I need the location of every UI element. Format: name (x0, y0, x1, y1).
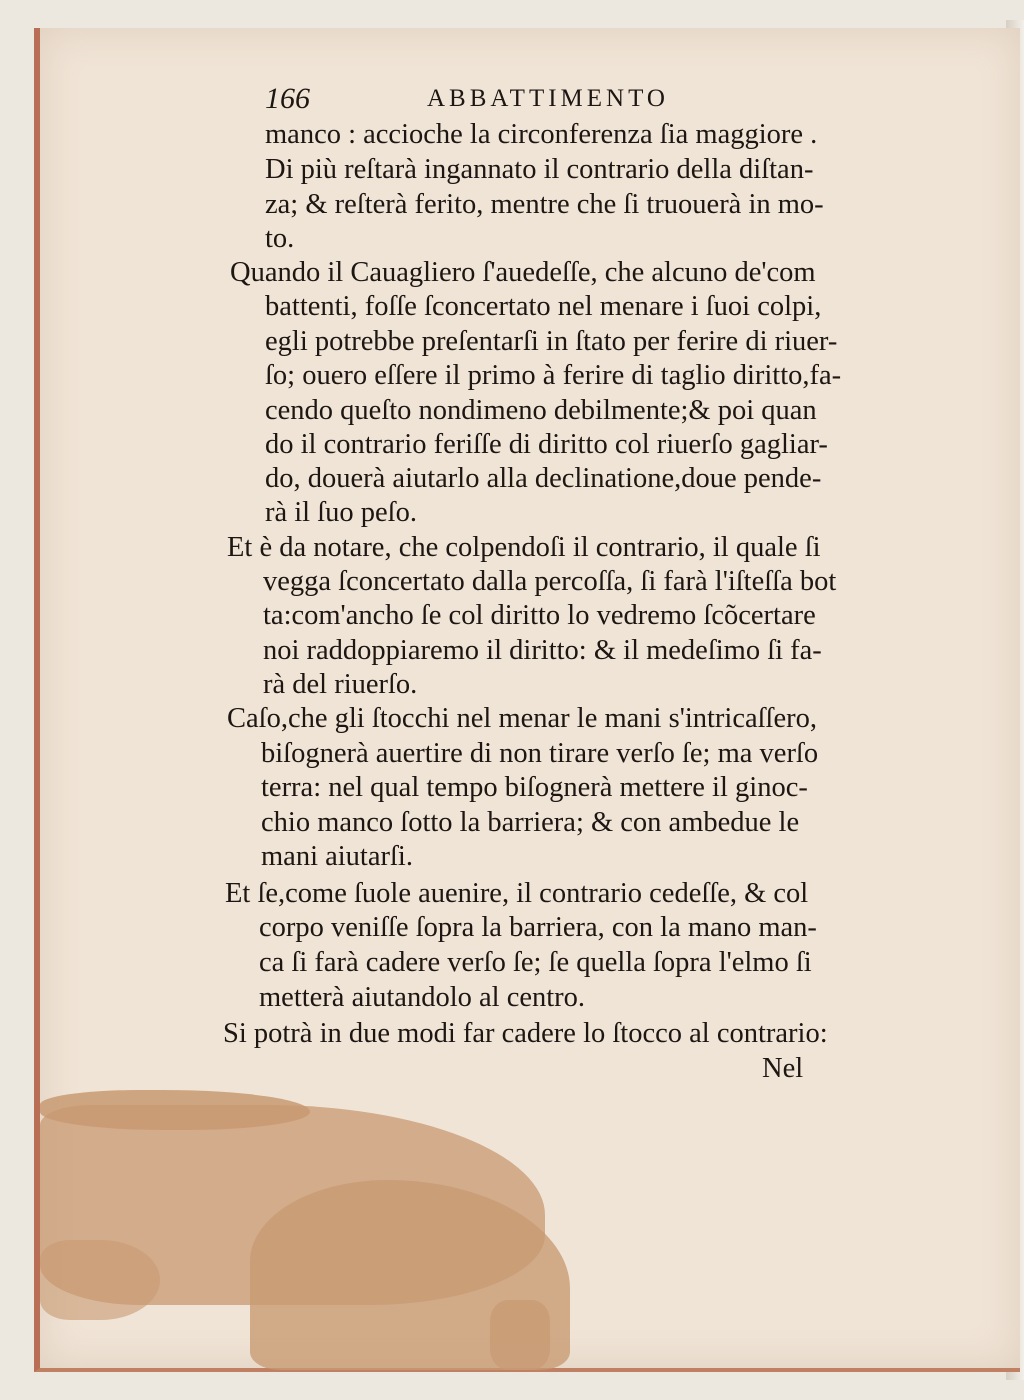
text-line: mani aiutarſi. (261, 841, 413, 872)
text-line: Et ſe,come ſuole auenire, il contrario cedeſſe, & col (225, 878, 809, 909)
text-line: do, douerà aiutarlo alla declinatione,doue pende- (265, 463, 822, 494)
text-line: chio manco ſotto la barriera; & con ambedue le (261, 807, 800, 838)
text-line: za; & reſterà ferito, mentre che ſi truouerà in mo- (265, 189, 824, 220)
text-line: do il contrario feriſſe di diritto col riuerſo gagliar- (265, 429, 828, 460)
running-head: ABBATTIMENTO (427, 85, 669, 112)
text-line: ca ſi farà cadere verſo ſe; ſe quella ſopra l'elmo ſi (259, 947, 812, 978)
text-line: cendo queſto nondimeno debilmente;& poi quan (265, 395, 817, 426)
text-line: corpo veniſſe ſopra la barriera, con la mano man- (259, 912, 817, 943)
text-line: rà il ſuo peſo. (265, 497, 417, 528)
text-line: to. (265, 223, 295, 254)
page-header (265, 82, 865, 116)
text-line: Di più reſtarà ingannato il contrario della diſtan- (265, 154, 814, 185)
text-line: egli potrebbe preſentarſi in ſtato per ferire di riuer- (265, 326, 838, 357)
text-line: Caſo,che gli ſtocchi nel menar le mani s'intricaſſero, (227, 703, 817, 734)
text-line: manco : accioche la circonferenza ſia maggiore . (265, 119, 818, 150)
text-line: biſognerà auertire di non tirare verſo ſe; ma verſo (261, 738, 819, 769)
text-line: vegga ſconcertato dalla percoſſa, ſi farà l'iſteſſa bot (263, 566, 837, 597)
text-line: battenti, foſſe ſconcertato nel menare i ſuoi colpi, (265, 291, 822, 322)
text-line: Et è da notare, che colpendoſi il contrario, il quale ſi (227, 532, 821, 563)
text-line: Quando il Cauagliero ſ'auedeſſe, che alcuno de'com (230, 257, 816, 288)
text-line: ta:com'ancho ſe col diritto lo vedremo ſcõcertare (263, 600, 816, 631)
page-number: 166 (265, 82, 310, 115)
text-line: terra: nel qual tempo biſognerà mettere il ginoc- (261, 772, 808, 803)
catchword: Nel (762, 1053, 804, 1084)
text-line: noi raddoppiaremo il diritto: & il medeſimo ſi fa- (263, 635, 822, 666)
text-line: ſo; ouero eſſere il primo à ferire di taglio diritto,fa- (265, 360, 842, 391)
text-line: Si potrà in due modi far cadere lo ſtocco al contrario: (223, 1018, 828, 1049)
text-line: metterà aiutandolo al centro. (259, 982, 586, 1013)
text-line: rà del riuerſo. (263, 669, 418, 700)
